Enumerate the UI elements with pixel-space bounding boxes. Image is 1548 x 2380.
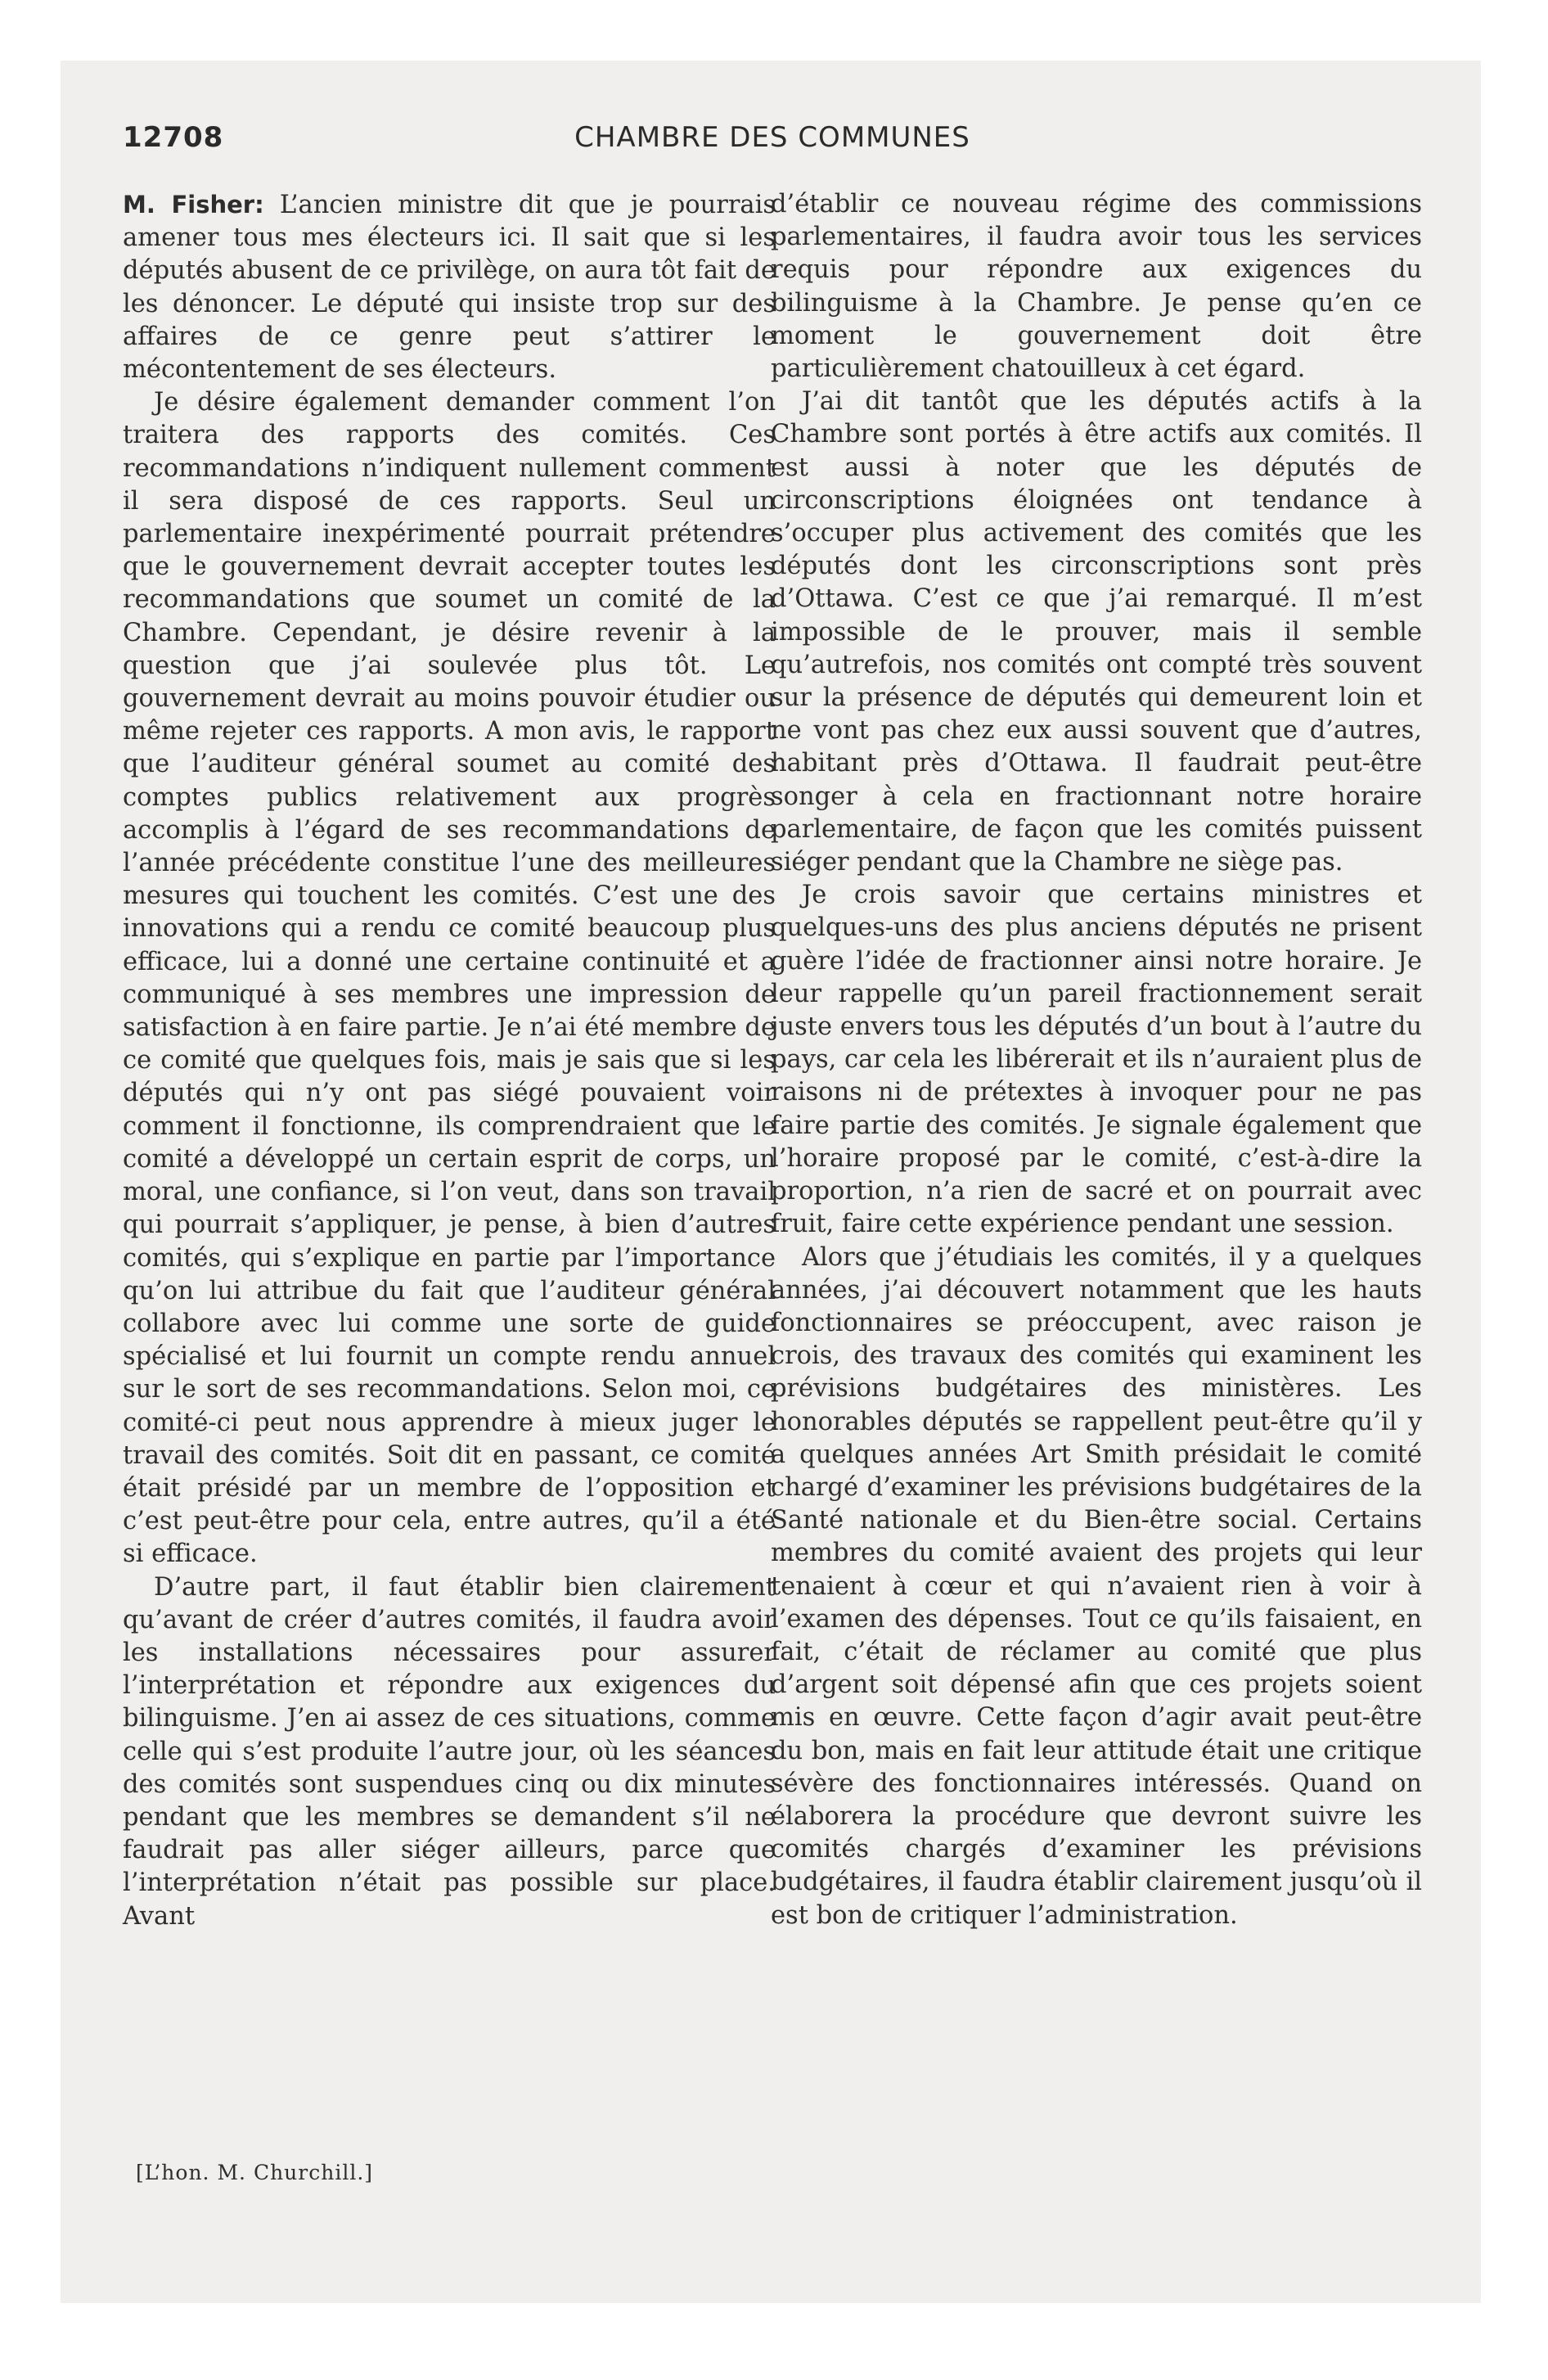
paragraph: [123, 188, 776, 386]
right-column: [771, 188, 1422, 1932]
page-number: 12708: [123, 121, 224, 154]
speaker-name: M. Fisher:: [123, 191, 264, 219]
running-title: CHAMBRE DES COMMUNES: [574, 121, 970, 154]
paragraph: Je désire également demander comment l’on traitera des rapports des comités. Ces recommandations n’indiquent nullement comment il sera disposé de ces rapports. Seul un parlementaire inexpérimenté pourrait prétendre que le gouvernement devrait accepter toutes les recommandations que soumet un comité de la Chambre. Cependant, je désire revenir à la question que j’ai soulevée plus tôt. Le gouvernement devrait au moins pouvoir étudier ou même rejeter ces rapports. A mon avis, le rapport que l’auditeur général soumet au comité des comptes publics relativement aux progrès accomplis à l’égard de ses recommandations de l’année précédente constitue l’une des meilleures mesures qui touchent les comités. C’est une des innovations qui a rendu ce comité beaucoup plus efficace, lui a donné une certaine continuité et a communiqué à ses membres une impression de satisfaction à en faire partie. Je n’ai été membre de ce comité que quelques fois, mais je sais que si les députés qui n’y ont pas siégé pouvaient voir comment il fonctionne, ils comprendraient que le comité a développé un certain esprit de corps, un moral, une confiance, si l’on veut, dans son travail qui pourrait s’appliquer, je pense, à bien d’autres comités, qui s’explique en partie par l’importance qu’on lui attribue du fait que l’auditeur général collabore avec lui comme une sorte de guide spécialisé et lui fournit un compte rendu annuel sur le sort de ses recommandations. Selon moi, ce comité-ci peut nous apprendre à mieux juger le travail des comités. Soit dit en passant, ce comité était présidé par un membre de l’opposition et c’est peut-être pour cela, entre autres, qu’il a été si efficace.: [123, 388, 776, 1569]
page-header: [123, 121, 1422, 170]
paragraph: D’autre part, il faut établir bien clairement qu’avant de créer d’autres comités, il faudra avoir les installations nécessaires pour assurer l’interprétation et répondre aux exigences du bilinguisme. J’en ai assez de ces situations, comme celle qui s’est produite l’autre jour, où les séances des comités sont suspendues cinq ou dix minutes pendant que les membres se demandent s’il ne faudrait pas aller siéger ailleurs, parce que l’interprétation n’était pas possible sur place. Avant: [123, 1572, 776, 1931]
speaker-footnote: [L’hon. M. Churchill.]: [136, 2161, 374, 2184]
left-column: [123, 188, 776, 1933]
paragraph-text: L’ancien ministre dit que je pourrais amener tous mes électeurs ici. Il sait que si les députés abusent de ce privilège, on aura tôt fait de les dénoncer. Le député qui insiste trop sur des affaires de ce genre peut s’attirer le mécontentement de ses électeurs.: [123, 191, 776, 385]
paragraph: Alors que j’étudiais les comités, il y a quelques années, j’ai découvert notamment que les hauts fonctionnaires se préoccupent, avec raison je crois, des travaux des comités qui examinent les prévisions budgétaires des ministères. Les honorables députés se rappellent peut-être qu’il y a quelques années Art Smith présidait le comité chargé d’examiner les prévisions budgétaires de la Santé nationale et du Bien-être social. Certains membres du comité avaient des projets qui leur tenaient à cœur et qui n’avaient rien à voir à l’examen des dépenses. Tout ce qu’ils faisaient, en fait, c’était de réclamer au comité que plus d’argent soit dépensé afin que ces projets soient mis en œuvre. Cette façon d’agir avait peut-être du bon, mais en fait leur attitude était une critique sévère des fonctionnaires intéressés. Quand on élaborera la procédure que devront suivre les comités chargés d’examiner les prévisions budgétaires, il faudra établir clairement jusqu’où il est bon de critiquer l’administration.: [771, 1242, 1422, 1930]
paragraph: Je crois savoir que certains ministres et quelques-uns des plus anciens députés ne prisent guère l’idée de fractionner ainsi notre horaire. Je leur rappelle qu’un pareil fractionnement serait juste envers tous les députés d’un bout à l’autre du pays, car cela les libérerait et ils n’auraient plus de raisons ni de prétextes à invoquer pour ne pas faire partie des comités. Je signale également que l’horaire proposé par le comité, c’est-à-dire la proportion, n’a rien de sacré et on pourrait avec fruit, faire cette expérience pendant une session.: [771, 881, 1422, 1239]
paragraph: J’ai dit tantôt que les députés actifs à la Chambre sont portés à être actifs aux comités. Il est aussi à noter que les députés de circonscriptions éloignées ont tendance à s’occuper plus activement des comités que les députés dont les circonscriptions sont près d’Ottawa. C’est ce que j’ai remarqué. Il m’est impossible de le prouver, mais il semble qu’autrefois, nos comités ont compté très souvent sur la présence de députés qui demeurent loin et ne vont pas chez eux aussi souvent que d’autres, habitant près d’Ottawa. Il faudrait peut-être songer à cela en fractionnant notre horaire parlementaire, de façon que les comités puissent siéger pendant que la Chambre ne siège pas.: [771, 387, 1422, 877]
paragraph: d’établir ce nouveau régime des commissions parlementaires, il faudra avoir tous les services requis pour répondre aux exigences du bilinguisme à la Chambre. Je pense qu’en ce moment le gouvernement doit être particulièrement chatouilleux à cet égard.: [771, 190, 1422, 384]
